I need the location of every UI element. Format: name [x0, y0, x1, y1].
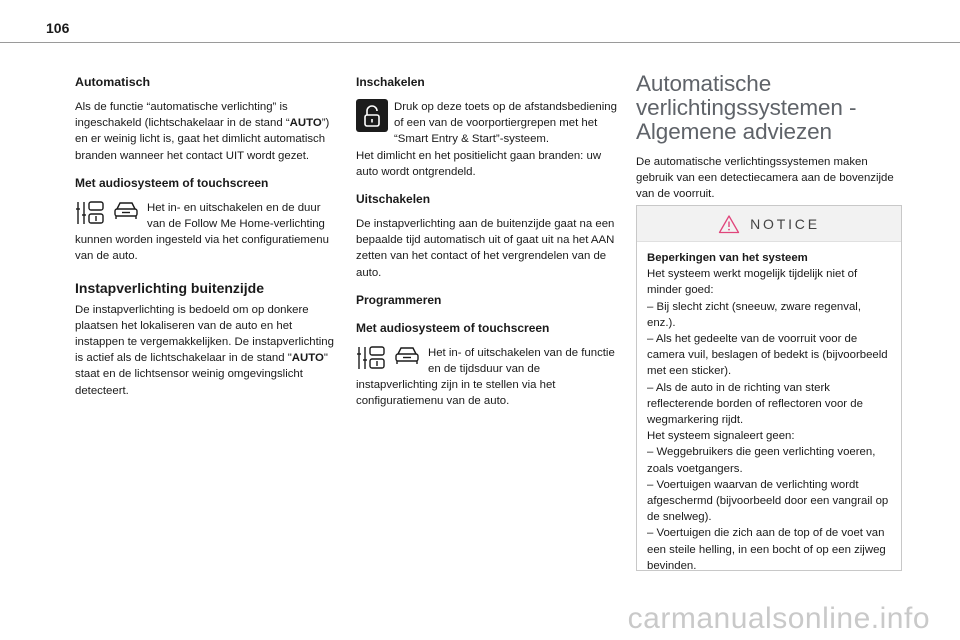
warning-triangle-icon	[718, 214, 740, 234]
notice-box	[636, 205, 902, 571]
notice-line: – Als de auto in de richting van sterk reflecterende borden of reflectoren voor de wegmarkering rijdt.	[647, 381, 863, 427]
column-3	[636, 72, 902, 203]
para-instapverlichting	[75, 302, 338, 399]
column-2	[356, 74, 621, 410]
notice-line: – Voertuigen die zich aan de top of de voet van een steile helling, in een bocht of op een zijweg bevinden.	[647, 527, 886, 572]
inschakelen-block	[356, 99, 621, 180]
audio-block-2	[356, 345, 621, 410]
notice-heading: Beperkingen van het systeem	[647, 252, 808, 264]
heading-programmeren: Programmeren	[356, 292, 442, 307]
notice-line: – Weggebruikers die geen verlichting voeren, zoals voetgangers.	[647, 446, 876, 475]
heading-automatisch: Automatisch	[75, 75, 151, 89]
unlock-icon	[362, 104, 382, 128]
audio-block	[75, 200, 338, 265]
notice-line: – Bij slecht zicht (sneeuw, zware regenval, enz.).	[647, 300, 861, 329]
notice-line: – Als het gedeelte van de voorruit voor de camera vuil, beslagen of bedekt is (bijvoorbeeld met een sticker).	[647, 333, 888, 378]
para-inschakelen-2: Het dimlicht en het positielicht gaan branden: uw auto wordt ontgrendeld.	[356, 149, 602, 178]
media-screen-icon	[75, 200, 105, 226]
audio-icons	[75, 200, 139, 226]
notice-label: NOTICE	[750, 215, 820, 232]
notice-body	[637, 242, 901, 574]
audio-icons-2	[356, 345, 420, 371]
para-uitschakelen: De instapverlichting aan de buitenzijde gaat na een bepaalde tijd automatisch uit of gaat uit na het AAN zetten van het contact of het vergrendelen van de auto.	[356, 218, 615, 279]
para-instap-text-1: De instapverlichting is bedoeld om op donkere plaatsen het lokaliseren van de auto en het instappen te vergemakkelijken. De instapverlichting is actief als de lichtschakelaar in de stand "	[75, 303, 334, 365]
para-automatisch-text-1: Als de functie “automatische verlichting” is ingeschakeld (lichtschakelaar in de stand “	[75, 101, 290, 130]
notice-line: – Voertuigen waarvan de verlichting wordt afgeschermd (bijvoorbeeld door een vangrail op de snelweg).	[647, 478, 889, 524]
para-instap-text-2: " staat en de lichtsensor weinig omgevingslicht detecteert.	[75, 352, 328, 397]
heading-audiosysteem: Met audiosysteem of touchscreen	[75, 175, 269, 190]
para-automatisch-text-2: ”) en er weinig licht is, gaat het dimlicht automatisch branden wanneer het contact UIT wordt gezet.	[75, 117, 330, 162]
notice-header	[637, 206, 901, 242]
para-intro: De automatische verlichtingssystemen maken gebruik van een detectiecamera aan de bovenzijde van de voorruit.	[636, 156, 894, 201]
watermark: carmanualsonline.info	[627, 602, 930, 635]
notice-line: Het systeem werkt mogelijk tijdelijk niet of minder goed:	[647, 268, 858, 297]
heading-instapverlichting: Instapverlichting buitenzijde	[75, 279, 265, 296]
section-title: Automatische verlichtingssystemen - Algemene adviezen	[636, 71, 857, 144]
car-icon	[113, 200, 139, 222]
para-audiosysteem-2: Het in- of uitschakelen van de functie en de tijdsduur van de instapverlichting zijn in te stellen via het configuratiemenu van de auto.	[356, 346, 615, 408]
para-automatisch	[75, 99, 338, 164]
para-audiosysteem: Het in- en uitschakelen en de duur van de Follow Me Home-verlichting kunnen worden ingesteld via het configuratiemenu van de auto.	[75, 201, 329, 263]
para-automatisch-bold: AUTO	[289, 117, 322, 130]
notice-line: Het systeem signaleert geen:	[647, 430, 795, 443]
para-instap-bold: AUTO	[291, 352, 324, 365]
heading-uitschakelen: Uitschakelen	[356, 192, 431, 207]
heading-inschakelen: Inschakelen	[356, 75, 425, 89]
car-icon	[394, 345, 420, 367]
top-divider	[0, 42, 960, 43]
page-number: 106	[46, 20, 70, 36]
para-inschakelen: Druk op deze toets op de afstandsbediening of een van de voorportiergrepen met het “Smart Entry & Start”-systeem.	[394, 101, 617, 146]
media-screen-icon	[356, 345, 386, 371]
column-1	[75, 74, 338, 399]
unlock-button-graphic	[356, 99, 388, 132]
heading-audiosysteem-2: Met audiosysteem of touchscreen	[356, 320, 550, 335]
